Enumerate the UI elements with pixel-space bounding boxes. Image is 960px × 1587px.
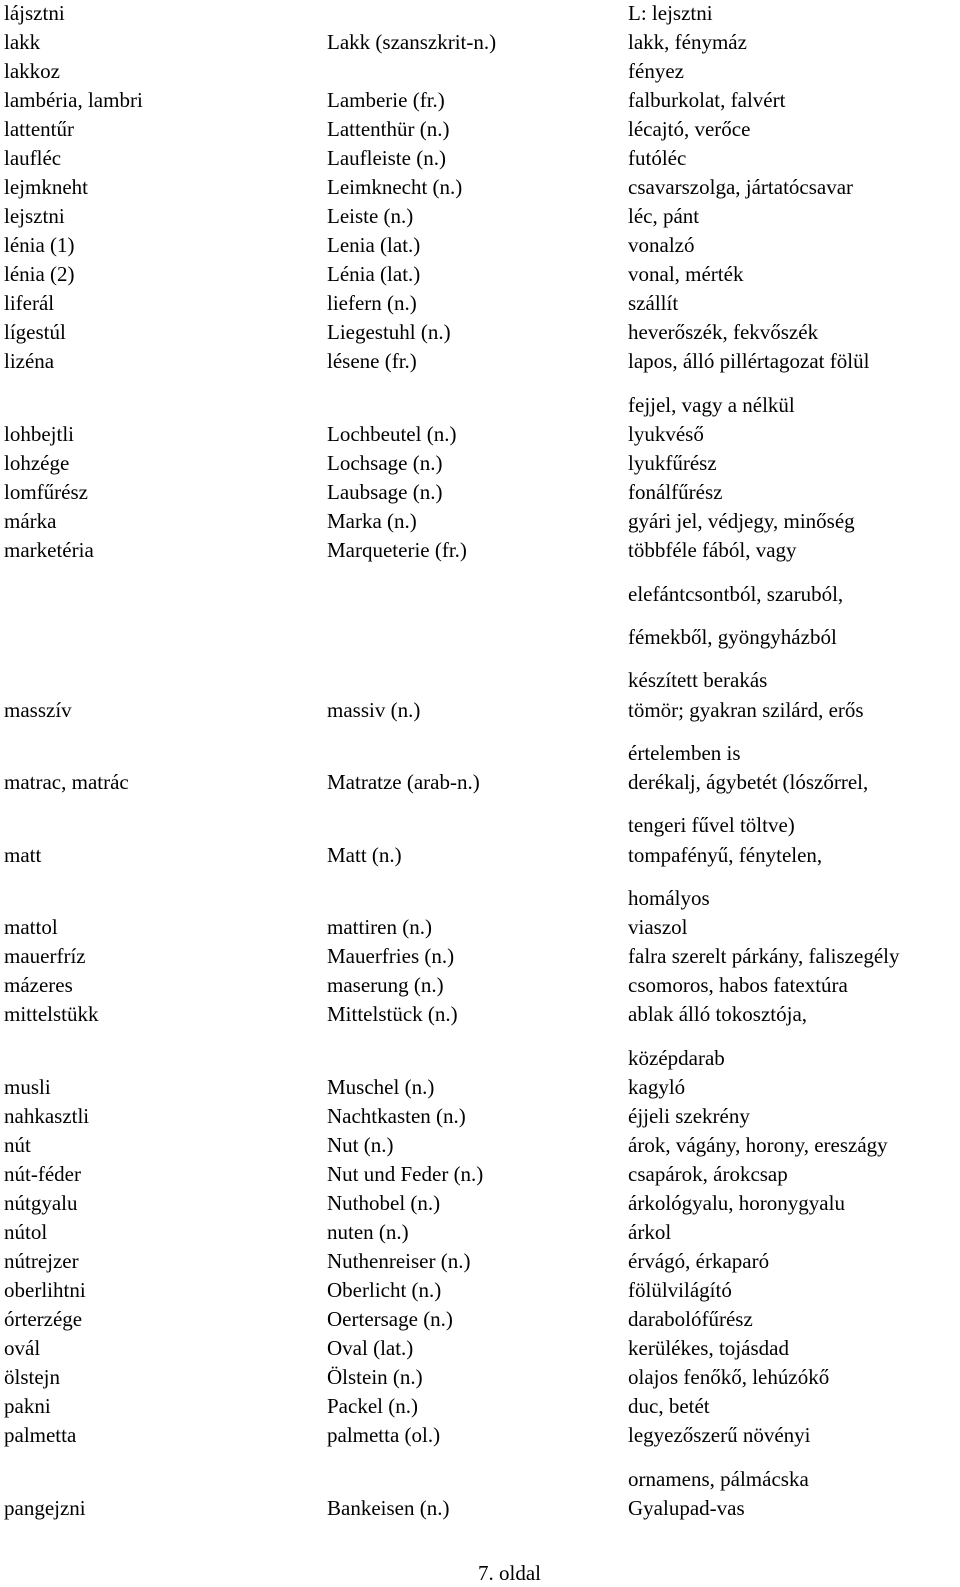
table-row xyxy=(0,581,960,608)
table-row xyxy=(0,58,960,85)
term-cell: pakni xyxy=(4,1394,51,1418)
table-row xyxy=(0,943,960,970)
table-row xyxy=(0,769,960,796)
origin-cell: Nuthenreiser (n.) xyxy=(327,1249,471,1273)
table-row xyxy=(0,697,960,724)
term-cell: nútol xyxy=(4,1220,48,1244)
origin-cell: Matratze (arab-n.) xyxy=(327,770,480,794)
meaning-cell: csomoros, habos fatextúra xyxy=(628,973,848,997)
term-cell: márka xyxy=(4,509,57,533)
meaning-cell: elefántcsontból, szaruból, xyxy=(628,582,844,606)
term-cell: lénia (1) xyxy=(4,233,75,257)
origin-cell: Laufleiste (n.) xyxy=(327,146,446,170)
origin-cell: Lakk (szanszkrit-n.) xyxy=(327,30,497,54)
term-cell: nahkasztli xyxy=(4,1104,90,1128)
meaning-cell: éjjeli szekrény xyxy=(628,1104,750,1128)
meaning-cell: lapos, álló pillértagozat fölül xyxy=(628,349,870,373)
term-cell: marketéria xyxy=(4,538,94,562)
table-row xyxy=(0,145,960,172)
table-row xyxy=(0,1219,960,1246)
table-row xyxy=(0,232,960,259)
term-cell: nút xyxy=(4,1133,31,1157)
term-cell: órterzége xyxy=(4,1307,83,1331)
origin-cell: Nut (n.) xyxy=(327,1133,394,1157)
origin-cell: Nut und Feder (n.) xyxy=(327,1162,484,1186)
meaning-cell: falburkolat, falvért xyxy=(628,88,786,112)
table-row xyxy=(0,537,960,564)
term-cell: matt xyxy=(4,843,42,867)
origin-cell: massiv (n.) xyxy=(327,698,421,722)
meaning-cell: csapárok, árokcsap xyxy=(628,1162,788,1186)
origin-cell: Nachtkasten (n.) xyxy=(327,1104,466,1128)
origin-cell: liefern (n.) xyxy=(327,291,417,315)
table-row xyxy=(0,1190,960,1217)
table-row xyxy=(0,1306,960,1333)
meaning-cell: vonal, mérték xyxy=(628,262,744,286)
term-cell: oberlihtni xyxy=(4,1278,86,1302)
origin-cell: Liegestuhl (n.) xyxy=(327,320,451,344)
meaning-cell: kerülékes, tojásdad xyxy=(628,1336,789,1360)
table-row xyxy=(0,0,960,27)
meaning-cell: homályos xyxy=(628,886,710,910)
table-row xyxy=(0,1074,960,1101)
meaning-cell: heverőszék, fekvőszék xyxy=(628,320,819,344)
meaning-cell: olajos fenőkő, lehúzókő xyxy=(628,1365,830,1389)
term-cell: lájsztni xyxy=(4,1,65,25)
origin-cell: Marka (n.) xyxy=(327,509,417,533)
table-row xyxy=(0,1495,960,1522)
meaning-cell: L: lejsztni xyxy=(628,1,713,25)
meaning-cell: legyezőszerű növényi xyxy=(628,1423,811,1447)
table-row xyxy=(0,1045,960,1072)
origin-cell: Marqueterie (fr.) xyxy=(327,538,467,562)
table-row xyxy=(0,479,960,506)
term-cell: palmetta xyxy=(4,1423,77,1447)
table-row xyxy=(0,914,960,941)
table-row xyxy=(0,667,960,694)
term-cell: masszív xyxy=(4,698,72,722)
term-cell: ovál xyxy=(4,1336,41,1360)
term-cell: lambéria, lambri xyxy=(4,88,143,112)
table-row xyxy=(0,116,960,143)
term-cell: nútrejzer xyxy=(4,1249,79,1273)
term-cell: mittelstükk xyxy=(4,1002,99,1026)
meaning-cell: csavarszolga, jártatócsavar xyxy=(628,175,854,199)
meaning-cell: falra szerelt párkány, faliszegély xyxy=(628,944,900,968)
meaning-cell: fényez xyxy=(628,59,684,83)
origin-cell: Leiste (n.) xyxy=(327,204,414,228)
meaning-cell: vonalzó xyxy=(628,233,695,257)
term-cell: mázeres xyxy=(4,973,73,997)
meaning-cell: derékalj, ágybetét (lószőrrel, xyxy=(628,770,869,794)
meaning-cell: tömör; gyakran szilárd, erős xyxy=(628,698,864,722)
term-cell: lejsztni xyxy=(4,204,65,228)
meaning-cell: tengeri fűvel töltve) xyxy=(628,813,795,837)
meaning-cell: szállít xyxy=(628,291,679,315)
term-cell: lejmkneht xyxy=(4,175,88,199)
origin-cell: Muschel (n.) xyxy=(327,1075,435,1099)
table-row xyxy=(0,1161,960,1188)
term-cell: lattentűr xyxy=(4,117,74,141)
meaning-cell: fölülvilágító xyxy=(628,1278,732,1302)
meaning-cell: lécajtó, verőce xyxy=(628,117,751,141)
origin-cell: Mauerfries (n.) xyxy=(327,944,455,968)
table-row xyxy=(0,508,960,535)
meaning-cell: ablak álló tokosztója, xyxy=(628,1002,808,1026)
table-row xyxy=(0,812,960,839)
table-row xyxy=(0,319,960,346)
table-row xyxy=(0,624,960,651)
meaning-cell: értelemben is xyxy=(628,741,741,765)
origin-cell: Oertersage (n.) xyxy=(327,1307,453,1331)
origin-cell: Lenia (lat.) xyxy=(327,233,421,257)
meaning-cell: árkol xyxy=(628,1220,672,1244)
meaning-cell: középdarab xyxy=(628,1046,725,1070)
origin-cell: nuten (n.) xyxy=(327,1220,409,1244)
table-row xyxy=(0,842,960,869)
origin-cell: Nuthobel (n.) xyxy=(327,1191,441,1215)
term-cell: liferál xyxy=(4,291,55,315)
term-cell: mattol xyxy=(4,915,58,939)
table-row xyxy=(0,29,960,56)
table-row xyxy=(0,1103,960,1130)
meaning-cell: duc, betét xyxy=(628,1394,710,1418)
term-cell: lizéna xyxy=(4,349,55,373)
meaning-cell: többféle fából, vagy xyxy=(628,538,797,562)
origin-cell: palmetta (ol.) xyxy=(327,1423,441,1447)
table-row xyxy=(0,261,960,288)
term-cell: musli xyxy=(4,1075,51,1099)
meaning-cell: lyukvéső xyxy=(628,422,704,446)
meaning-cell: tompafényű, fénytelen, xyxy=(628,843,823,867)
table-row xyxy=(0,1393,960,1420)
table-row xyxy=(0,1364,960,1391)
term-cell: laufléc xyxy=(4,146,62,170)
origin-cell: Lamberie (fr.) xyxy=(327,88,445,112)
meaning-cell: léc, pánt xyxy=(628,204,700,228)
meaning-cell: Gyalupad-vas xyxy=(628,1496,745,1520)
origin-cell: Bankeisen (n.) xyxy=(327,1496,450,1520)
meaning-cell: gyári jel, védjegy, minőség xyxy=(628,509,855,533)
meaning-cell: készített berakás xyxy=(628,668,768,692)
meaning-cell: darabolófűrész xyxy=(628,1307,753,1331)
table-row xyxy=(0,1132,960,1159)
term-cell: lénia (2) xyxy=(4,262,75,286)
origin-cell: Mittelstück (n.) xyxy=(327,1002,458,1026)
term-cell: lohbejtli xyxy=(4,422,74,446)
table-row xyxy=(0,392,960,419)
meaning-cell: fejjel, vagy a nélkül xyxy=(628,393,795,417)
meaning-cell: futóléc xyxy=(628,146,687,170)
origin-cell: Lattenthür (n.) xyxy=(327,117,450,141)
meaning-cell: lakk, fénymáz xyxy=(628,30,747,54)
table-row xyxy=(0,421,960,448)
table-row xyxy=(0,348,960,375)
term-cell: nút-féder xyxy=(4,1162,81,1186)
table-row xyxy=(0,450,960,477)
term-cell: lakkoz xyxy=(4,59,60,83)
meaning-cell: lyukfűrész xyxy=(628,451,717,475)
table-row xyxy=(0,740,960,767)
meaning-cell: érvágó, érkaparó xyxy=(628,1249,770,1273)
term-cell: lomfűrész xyxy=(4,480,88,504)
origin-cell: Oberlicht (n.) xyxy=(327,1278,442,1302)
meaning-cell: fonálfűrész xyxy=(628,480,723,504)
origin-cell: Lénia (lat.) xyxy=(327,262,421,286)
meaning-cell: árok, vágány, horony, ereszágy xyxy=(628,1133,888,1157)
term-cell: ölstejn xyxy=(4,1365,60,1389)
table-row xyxy=(0,1335,960,1362)
table-row xyxy=(0,290,960,317)
meaning-cell: fémekből, gyöngyházból xyxy=(628,625,837,649)
origin-cell: Lochsage (n.) xyxy=(327,451,443,475)
page-number: 7. oldal xyxy=(478,1561,541,1585)
origin-cell: lésene (fr.) xyxy=(327,349,417,373)
term-cell: nútgyalu xyxy=(4,1191,78,1215)
origin-cell: maserung (n.) xyxy=(327,973,444,997)
term-cell: pangejzni xyxy=(4,1496,86,1520)
term-cell: mauerfríz xyxy=(4,944,86,968)
table-row xyxy=(0,1466,960,1493)
origin-cell: Leimknecht (n.) xyxy=(327,175,463,199)
table-row xyxy=(0,885,960,912)
term-cell: lígestúl xyxy=(4,320,66,344)
table-row xyxy=(0,1001,960,1028)
origin-cell: Matt (n.) xyxy=(327,843,402,867)
meaning-cell: ornamens, pálmácska xyxy=(628,1467,809,1491)
page-footer xyxy=(0,1560,960,1587)
term-cell: lakk xyxy=(4,30,41,54)
table-row xyxy=(0,1248,960,1275)
table-row xyxy=(0,1422,960,1449)
table-row xyxy=(0,1277,960,1304)
meaning-cell: árkológyalu, horonygyalu xyxy=(628,1191,845,1215)
origin-cell: Lochbeutel (n.) xyxy=(327,422,457,446)
term-cell: matrac, matrác xyxy=(4,770,129,794)
origin-cell: mattiren (n.) xyxy=(327,915,432,939)
table-row xyxy=(0,203,960,230)
origin-cell: Packel (n.) xyxy=(327,1394,418,1418)
term-cell: lohzége xyxy=(4,451,70,475)
meaning-cell: viaszol xyxy=(628,915,688,939)
origin-cell: Ölstein (n.) xyxy=(327,1365,423,1389)
origin-cell: Laubsage (n.) xyxy=(327,480,443,504)
table-row xyxy=(0,174,960,201)
table-row xyxy=(0,972,960,999)
meaning-cell: kagyló xyxy=(628,1075,686,1099)
table-row xyxy=(0,87,960,114)
origin-cell: Oval (lat.) xyxy=(327,1336,414,1360)
